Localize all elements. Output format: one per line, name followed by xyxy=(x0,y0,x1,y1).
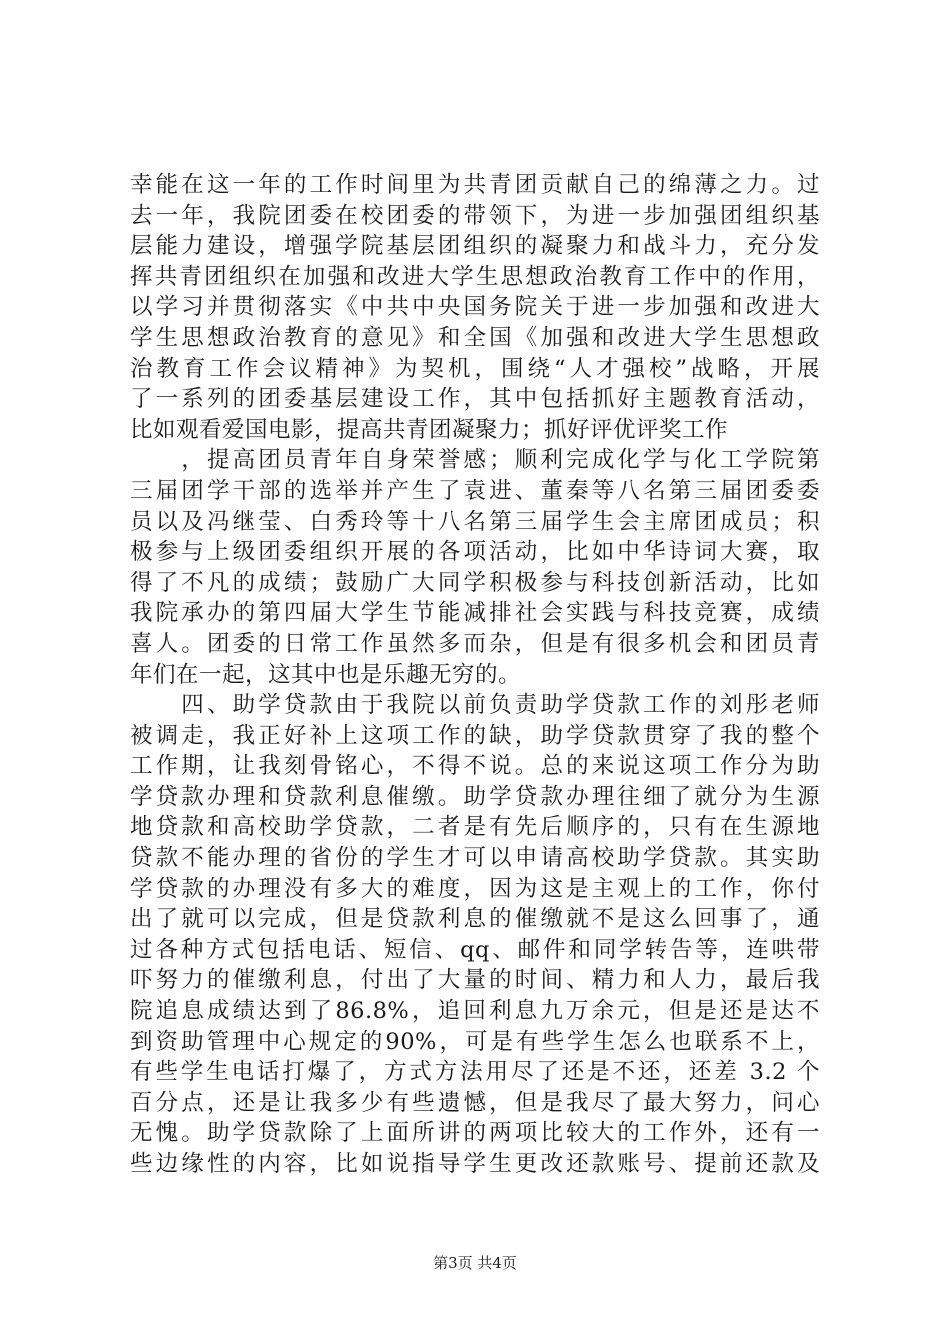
text-line: 过各种方式包括电话、短信、qq、邮件和同学转告等，连哄带 xyxy=(130,936,820,963)
text-line: 去一年，我院团委在校团委的带领下，为进一步加强团组织基 xyxy=(130,202,820,229)
text-line: 层能力建设，增强学院基层团组织的凝聚力和战斗力，充分发 xyxy=(130,233,820,260)
text-line: 得了不凡的成绩；鼓励广大同学积极参与科技创新活动，比如 xyxy=(130,569,820,596)
text-line: 极参与上级团委组织开展的各项活动，比如中华诗词大赛，取 xyxy=(130,539,820,566)
text-line: 以学习并贯彻落实《中共中央国务院关于进一步加强和改进大 xyxy=(130,294,820,321)
text-line: 员以及冯继莹、白秀玲等十八名第三届学生会主席团成员；积 xyxy=(130,508,820,535)
text-line: 学贷款办理和贷款利息催缴。助学贷款办理往细了就分为生源 xyxy=(130,783,820,810)
text-line: 了一系列的团委基层建设工作，其中包括抓好主题教育活动， xyxy=(130,386,820,413)
text-line: 喜人。团委的日常工作虽然多而杂，但是有很多机会和团员青 xyxy=(130,630,820,657)
text-line: 治教育工作会议精神》为契机，围绕“人才强校”战略，开展 xyxy=(130,355,820,382)
text-line: 工作期，让我刻骨铭心，不得不说。总的来说这项工作分为助 xyxy=(130,753,820,780)
text-line: 被调走，我正好补上这项工作的缺，助学贷款贯穿了我的整个 xyxy=(130,722,820,749)
text-line: 到资助管理中心规定的90%，可是有些学生怎么也联系不上， xyxy=(130,1028,820,1055)
page-footer: 第3页 共4页 xyxy=(433,1254,517,1272)
text-line: 三届团学干部的选举并产生了袁进、董秦等八名第三届团委委 xyxy=(130,477,820,504)
text-line: 幸能在这一年的工作时间里为共青团贡献自己的绵薄之力。过 xyxy=(130,172,820,198)
text-line: 学生思想政治教育的意见》和全国《加强和改进大学生思想政 xyxy=(130,324,820,351)
text-line: 四、助学贷款由于我院以前负责助学贷款工作的刘彤老师 xyxy=(130,692,820,719)
text-line: 比如观看爱国电影，提高共青团凝聚力；抓好评优评奖工作 xyxy=(130,416,729,443)
text-line: 挥共青团组织在加强和改进大学生思想政治教育工作中的作用， xyxy=(130,263,820,290)
text-line: 贷款不能办理的省份的学生才可以申请高校助学贷款。其实助 xyxy=(130,845,820,872)
text-line: 无愧。助学贷款除了上面所讲的两项比较大的工作外，还有一 xyxy=(130,1120,820,1147)
text-line: 学贷款的办理没有多大的难度，因为这是主观上的工作，你付 xyxy=(130,875,820,902)
text-line: 我院承办的第四届大学生节能减排社会实践与科技竞赛，成绩 xyxy=(130,600,820,627)
text-line: ，提高团员青年自身荣誉感；顺利完成化学与化工学院第 xyxy=(130,447,820,474)
text-line: 年们在一起，这其中也是乐趣无穷的。 xyxy=(130,661,522,688)
text-line: 百分点，还是让我多少有些遗憾，但是我尽了最大努力，问心 xyxy=(130,1089,820,1116)
text-line: 吓努力的催缴利息，付出了大量的时间、精力和人力，最后我 xyxy=(130,967,820,994)
text-line: 出了就可以完成，但是贷款利息的催缴就不是这么回事了，通 xyxy=(130,906,820,933)
text-line: 些边缘性的内容，比如说指导学生更改还款账号、提前还款及 xyxy=(130,1151,820,1177)
text-line: 有些学生电话打爆了，方式方法用尽了还是不还，还差 3.2 个 xyxy=(130,1059,820,1086)
text-line: 地贷款和高校助学贷款，二者是有先后顺序的，只有在生源地 xyxy=(130,814,820,841)
body-text xyxy=(130,170,820,1180)
text-line: 院追息成绩达到了86.8%，追回利息九万余元，但是还是达不 xyxy=(130,998,820,1025)
